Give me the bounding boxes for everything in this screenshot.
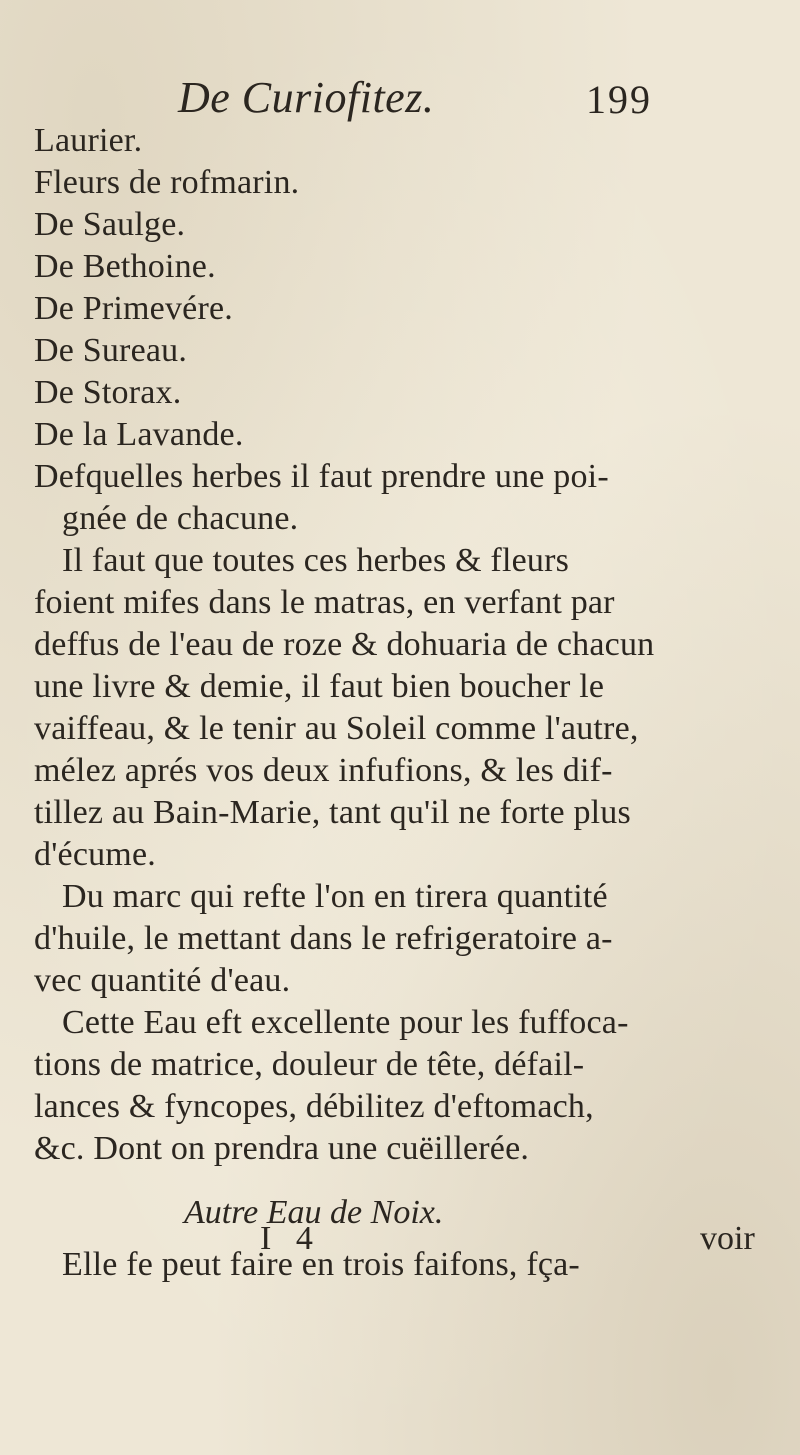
paragraph-line: lances & fyncopes, débilitez d'eftomach,: [34, 1088, 594, 1125]
running-title: De Curiofitez.: [178, 73, 435, 122]
page-footer: [0, 1218, 800, 1266]
paragraph-line: Du marc qui refte l'on en tirera quantité: [62, 878, 608, 915]
paragraph-line: tions de matrice, douleur de tête, défail-: [34, 1046, 585, 1083]
paragraph-line: d'huile, le mettant dans le refrigeratoire a-: [34, 920, 613, 957]
section-heading: Autre Eau de Noix.: [184, 1194, 444, 1231]
list-item: De la Lavande.: [34, 416, 244, 453]
list-item: Laurier.: [34, 122, 143, 159]
list-item: Fleurs de rofmarin.: [34, 164, 300, 201]
list-item: De Sureau.: [34, 332, 188, 369]
paragraph-line: Defquelles herbes il faut prendre une poi-: [34, 458, 609, 495]
paragraph-line: d'écume.: [34, 836, 156, 873]
paragraph-line: Cette Eau eft excellente pour les fuffoca-: [62, 1004, 629, 1041]
paragraph-line: gnée de chacune.: [62, 500, 299, 537]
list-item: De Bethoine.: [34, 248, 216, 285]
paragraph-line: deffus de l'eau de roze & dohuaria de chacun: [34, 626, 655, 663]
paragraph-line: mélez aprés vos deux infufions, & les dif-: [34, 752, 613, 789]
paragraph-line: vaiffeau, & le tenir au Soleil comme l'autre,: [34, 710, 639, 747]
page-body: [34, 120, 774, 1286]
list-item: De Saulge.: [34, 206, 186, 243]
list-item: De Storax.: [34, 374, 182, 411]
paragraph-line: Il faut que toutes ces herbes & fleurs: [62, 542, 570, 579]
paragraph-line: une livre & demie, il faut bien boucher le: [34, 668, 605, 705]
signature-mark: I 4: [260, 1220, 321, 1257]
page-number: 199: [586, 77, 652, 122]
paragraph-line: tillez au Bain-Marie, tant qu'il ne forte plus: [34, 794, 631, 831]
catchword: voir: [700, 1220, 755, 1257]
paragraph-line: Elle fe peut faire en trois faifons, fça-: [62, 1246, 580, 1283]
paragraph-line: &c. Dont on prendra une cuëillerée.: [34, 1130, 530, 1167]
paragraph-line: vec quantité d'eau.: [34, 962, 291, 999]
paragraph-line: foient mifes dans le matras, en verfant par: [34, 584, 615, 621]
list-item: De Primevére.: [34, 290, 233, 327]
